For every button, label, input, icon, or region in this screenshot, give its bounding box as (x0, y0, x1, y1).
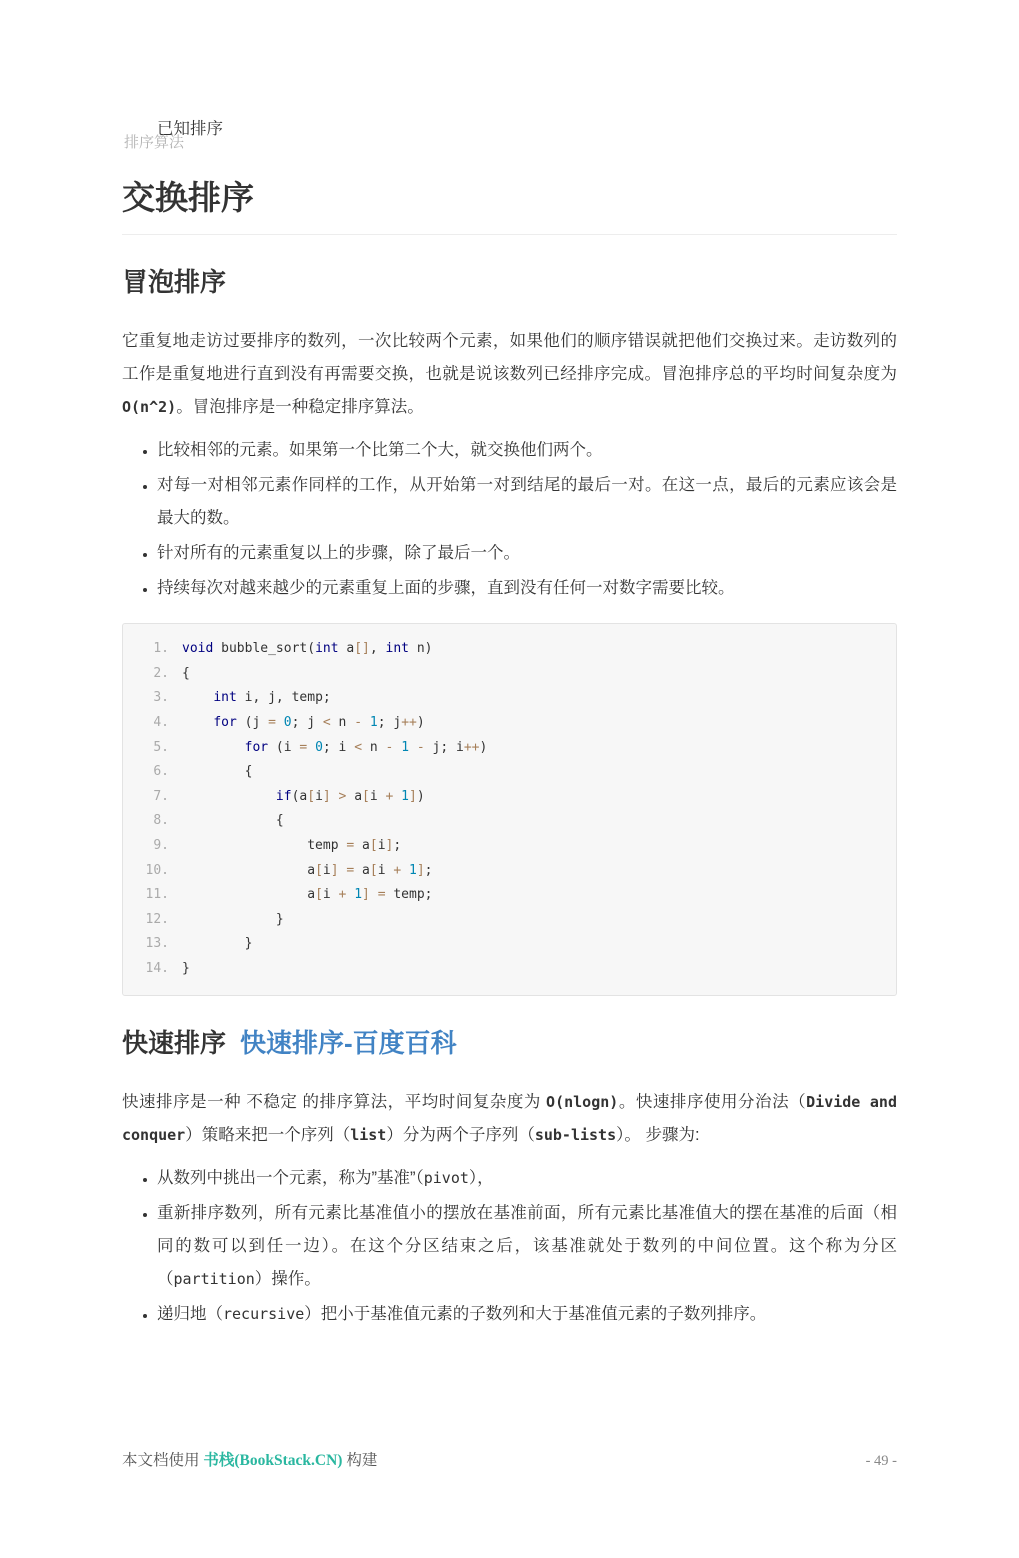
code-token (307, 740, 315, 755)
code-token: i (322, 862, 331, 878)
code-token: , (369, 641, 386, 657)
quick-sort-list (122, 1162, 897, 1331)
code-line (139, 932, 880, 957)
bubble-list-item (157, 434, 897, 467)
code-text (182, 932, 252, 957)
bookstack-brand: 书栈(BookStack.CN) (203, 1452, 343, 1469)
code-token: 0 (283, 715, 292, 731)
line-number: 5. (153, 739, 169, 755)
code-token: [ (369, 862, 378, 878)
code-line (139, 711, 880, 736)
code-token: n (362, 739, 386, 755)
code-token (182, 740, 245, 755)
quick-list-segment: ）， (468, 1168, 494, 1187)
code-token: - (416, 739, 425, 755)
code-token: ; i (322, 739, 355, 755)
baike-link[interactable]: 快速排序-百度百科 (240, 1027, 457, 1058)
code-token: a (182, 887, 316, 903)
line-number: 2. (153, 665, 169, 681)
line-number: 14. (145, 960, 169, 976)
quick-paragraph-segment: ）。 步骤为: (616, 1125, 700, 1144)
code-token (370, 887, 378, 902)
code-token: - (354, 715, 363, 731)
code-text (182, 637, 432, 662)
bubble-list-segment: 对每一对相邻元素作同样的工作，从开始第一对到结尾的最后一对。在这一点，最后的元素应该会是最大的数。 (157, 476, 897, 528)
bubble-list-item (157, 469, 897, 535)
code-token: [ (369, 838, 378, 853)
code-line (139, 883, 880, 908)
code-token (393, 789, 401, 804)
code-token (409, 740, 417, 755)
code-token: [] (354, 641, 370, 657)
code-token: { (182, 764, 253, 780)
code-token: i (315, 788, 323, 804)
bubble-sort-paragraph (122, 325, 897, 424)
code-token: ; j (377, 715, 402, 731)
quick-paragraph-segment: list (350, 1125, 387, 1144)
line-number: 11. (145, 887, 169, 903)
quick-paragraph-segment: O(nlogn) (546, 1092, 619, 1111)
code-line (139, 662, 880, 687)
code-token: ] (416, 862, 425, 878)
code-text (182, 760, 252, 785)
code-token: if (275, 788, 292, 804)
bubble-list-segment: 针对所有的元素重复以上的步骤，除了最后一个。 (157, 544, 520, 563)
code-token: a (354, 838, 370, 853)
code-token: ) (416, 715, 425, 731)
code-token: ) (416, 788, 425, 804)
code-token: a (354, 862, 370, 878)
page-number: - 49 - (865, 1453, 897, 1469)
quick-list-item (157, 1298, 897, 1331)
code-token: for (244, 739, 269, 755)
line-number: 1. (153, 641, 169, 657)
code-text (182, 859, 432, 884)
bubble-sort-heading: 冒泡排序 (122, 267, 227, 298)
code-token: = (346, 838, 355, 853)
code-token: ] (385, 838, 394, 853)
code-token: i (369, 788, 386, 804)
code-token: { (182, 665, 190, 681)
bubble-list-segment: 比较相邻的元素。如果第一个比第二个大，就交换他们两个。 (157, 441, 603, 460)
page-title: 交换排序 (122, 177, 897, 235)
quick-list-segment: ）操作。 (254, 1269, 321, 1288)
code-token: void (182, 641, 214, 657)
code-token: + (385, 788, 394, 804)
code-token: int (385, 641, 409, 657)
code-token: > (338, 788, 347, 804)
bubble-list-item (157, 572, 897, 605)
code-token: 0 (315, 739, 323, 755)
code-token: ] (322, 788, 331, 804)
quick-list-segment: ）把小于基准值元素的子数列和大于基准值元素的子数列排序。 (304, 1304, 767, 1323)
code-token: [ (315, 887, 323, 903)
code-line (139, 785, 880, 810)
code-token: + (393, 862, 402, 878)
code-token: ] (362, 887, 370, 903)
line-number: 6. (153, 764, 169, 780)
code-text (182, 957, 190, 982)
code-token: [ (307, 788, 316, 804)
code-text (182, 809, 284, 834)
code-line (139, 809, 880, 834)
code-token: ; (393, 838, 402, 853)
bubble-list-segment: 持续每次对越来越少的元素重复上面的步骤，直到没有任何一对数字需要比较。 (157, 579, 735, 598)
code-token: 1 (369, 715, 378, 731)
code-token: i (322, 887, 339, 903)
bubble-paragraph-segment: 。冒泡排序是一种稳定排序算法。 (176, 398, 424, 417)
code-text (182, 736, 487, 761)
code-text (182, 883, 432, 908)
code-token: ; (424, 862, 433, 878)
code-token: ++ (463, 739, 480, 755)
code-token: i (377, 862, 394, 878)
code-token: = (299, 739, 308, 755)
code-token: a (346, 788, 363, 804)
code-token: } (182, 936, 253, 952)
line-number: 4. (153, 715, 169, 731)
code-token (182, 690, 213, 705)
code-line (139, 736, 880, 761)
code-token: } (182, 911, 284, 927)
quick-paragraph-segment: sub-lists (534, 1125, 617, 1144)
code-token: - (385, 739, 394, 755)
code-token: = (346, 862, 355, 878)
code-line (139, 859, 880, 884)
bubble-sort-list (122, 434, 897, 605)
code-token: ++ (401, 715, 417, 731)
code-token (401, 863, 409, 878)
code-token: for (213, 715, 237, 731)
code-token: { (182, 813, 284, 829)
code-token (276, 715, 284, 730)
code-token: n (330, 715, 355, 731)
line-number: 3. (153, 690, 169, 706)
footer-suffix: 构建 (346, 1452, 378, 1469)
code-line (139, 908, 880, 933)
quick-list-item (157, 1197, 897, 1296)
footer-prefix: 本文档使用 (122, 1452, 200, 1469)
code-token: = (268, 715, 276, 731)
code-token: int (213, 690, 237, 706)
code-text (182, 908, 284, 933)
code-line (139, 686, 880, 711)
running-header: 排序算法 (124, 134, 185, 151)
code-token: 1 (401, 739, 410, 755)
quick-sort-paragraph (122, 1086, 897, 1152)
quick-sort-heading: 快速排序 (122, 1027, 227, 1058)
code-token: < (322, 715, 331, 731)
quick-sort-heading-row (122, 1027, 897, 1060)
line-number: 7. (153, 788, 169, 804)
line-number: 13. (145, 936, 169, 952)
code-text (182, 686, 331, 711)
code-token: bubble_sort( (213, 641, 316, 657)
line-number: 9. (153, 838, 169, 853)
quick-list-segment: 递归地（ (157, 1304, 223, 1323)
code-token: 1 (354, 887, 363, 903)
bubble-list-item (157, 537, 897, 570)
quick-paragraph-segment: ）分为两个子序列（ (386, 1125, 535, 1144)
code-text (182, 834, 401, 859)
code-token: a (182, 862, 316, 878)
code-token (182, 789, 276, 804)
code-token: int (315, 641, 339, 657)
code-token: 1 (409, 862, 417, 878)
quick-list-item (157, 1162, 897, 1195)
footer-built-with (122, 1448, 377, 1470)
code-token: temp (182, 838, 347, 853)
code-token: ) (479, 739, 488, 755)
code-token (182, 715, 213, 730)
code-line (139, 957, 880, 982)
code-token: < (354, 739, 363, 755)
code-token: a (338, 641, 355, 657)
quick-paragraph-segment: Divide and conquer (122, 1092, 897, 1144)
code-block (122, 623, 897, 995)
code-text (182, 662, 190, 687)
document-page (0, 118, 1019, 1469)
code-text (182, 785, 425, 810)
code-line (139, 637, 880, 662)
quick-list-segment: partition (173, 1269, 255, 1288)
quick-paragraph-segment: 。快速排序使用分治法（ (618, 1092, 807, 1111)
code-token: } (182, 960, 190, 976)
code-token: j; i (424, 739, 464, 755)
quick-paragraph-segment: 快速排序是一种 不稳定 的排序算法，平均时间复杂度为 (122, 1092, 547, 1111)
page-footer (122, 1448, 897, 1470)
quick-list-segment: 从数列中挑出一个元素，称为”基准”（ (157, 1168, 424, 1187)
bubble-paragraph-segment: 它重复地走访过要排序的数列，一次比较两个元素，如果他们的顺序错误就把他们交换过来。走访数列的工作是重复地进行直到没有再需要交换，也就是说该数列已经排序完成。冒泡排序总的平均时间复杂度为 (122, 332, 897, 384)
code-token (393, 740, 401, 755)
code-token: temp; (385, 887, 433, 903)
code-token: i, j, temp; (236, 690, 331, 706)
code-token (331, 789, 339, 804)
line-number: 12. (145, 911, 169, 927)
code-token: + (338, 887, 347, 903)
line-number: 8. (153, 813, 169, 829)
quick-list-segment: pivot (423, 1168, 469, 1187)
code-token: (j (236, 715, 269, 731)
quick-paragraph-segment: ）策略来把一个序列（ (185, 1125, 351, 1144)
code-token: (a (291, 788, 308, 804)
code-line (139, 834, 880, 859)
code-token: i (377, 838, 386, 853)
quick-list-segment: recursive (223, 1304, 305, 1323)
code-token: ] (330, 862, 339, 878)
code-token: ; j (291, 715, 323, 731)
code-text (182, 711, 425, 736)
line-number: 10. (145, 862, 169, 878)
code-token: [ (362, 788, 370, 804)
code-token: [ (315, 862, 323, 878)
bubble-paragraph-segment: O(n^2) (122, 398, 177, 417)
code-token: ] (409, 788, 417, 804)
code-token: (i (268, 739, 300, 755)
code-token: n) (409, 641, 433, 657)
page-content (0, 118, 1019, 1331)
code-token: = (377, 887, 386, 903)
list-continuation-fragment: 已知排序 (157, 120, 223, 138)
code-token (362, 715, 370, 730)
code-token: 1 (401, 788, 409, 804)
quick-list-segment: 重新排序数列，所有元素比基准值小的摆放在基准前面，所有元素比基准值大的摆在基准的后面（相同的数可以到任一边）。在这个分区结束之后，该基准就处于数列的中间位置。这个称为分区（ (157, 1203, 897, 1288)
code-line (139, 760, 880, 785)
